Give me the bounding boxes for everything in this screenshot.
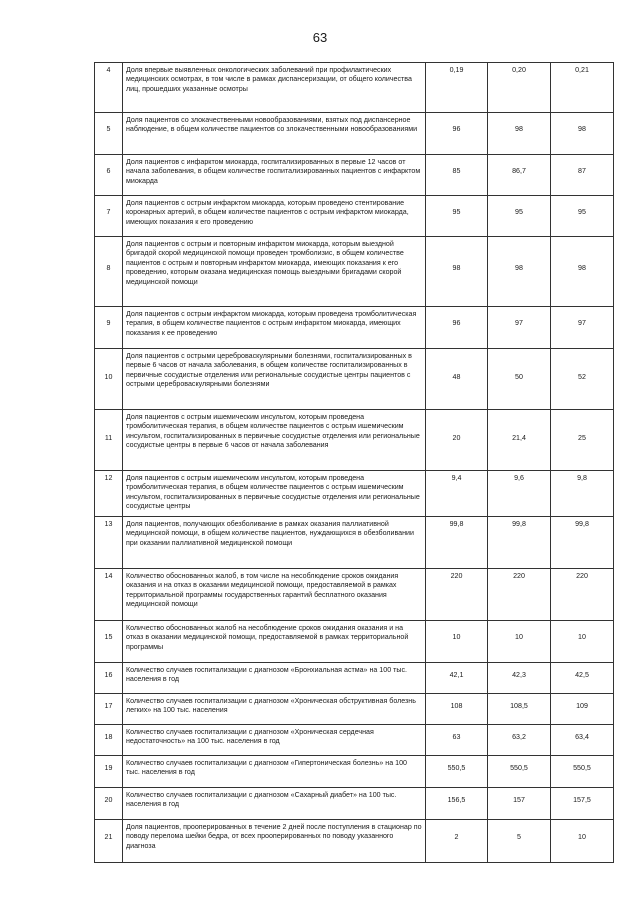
row-number: 19 [95, 756, 123, 788]
value-year-3: 98 [551, 237, 614, 307]
table-row [95, 820, 614, 863]
value-year-1: 10 [426, 621, 488, 663]
table-row [95, 237, 614, 307]
value-year-2: 99,8 [488, 517, 551, 569]
value-year-1: 42,1 [426, 663, 488, 694]
value-year-1: 20 [426, 410, 488, 471]
value-year-2: 9,6 [488, 471, 551, 517]
value-year-3: 109 [551, 694, 614, 725]
value-year-3: 97 [551, 307, 614, 349]
row-number: 14 [95, 569, 123, 621]
row-number: 10 [95, 349, 123, 410]
value-year-3: 98 [551, 113, 614, 155]
indicator-description: Количество обоснованных жалоб на несоблюдение сроков ожидания оказания и на отказ в оказании медицинской помощи, предоставляемой в рамках территориальной программы [123, 621, 426, 663]
value-year-3: 9,8 [551, 471, 614, 517]
table-row [95, 410, 614, 471]
value-year-2: 98 [488, 113, 551, 155]
value-year-3: 95 [551, 196, 614, 237]
value-year-1: 96 [426, 113, 488, 155]
value-year-2: 86,7 [488, 155, 551, 196]
table-row [95, 307, 614, 349]
table-row [95, 349, 614, 410]
value-year-1: 96 [426, 307, 488, 349]
value-year-1: 0,19 [426, 63, 488, 113]
value-year-3: 99,8 [551, 517, 614, 569]
value-year-3: 157,5 [551, 788, 614, 820]
indicator-description: Доля пациентов с острыми цереброваскулярными болезнями, госпитализированных в первые 6 часов от начала заболевания, в общем количестве госпитализированных в первичные сосудистые отделения или региональные сосудистые центры пациентов с острыми цереброваскулярными болезнями [123, 349, 426, 410]
value-year-1: 2 [426, 820, 488, 863]
row-number: 15 [95, 621, 123, 663]
value-year-2: 98 [488, 237, 551, 307]
indicator-description: Доля пациентов с острым и повторным инфарктом миокарда, которым выездной бригадой скорой медицинской помощи проведен тромболизис, в общем количестве пациентов с острым и повторным инфарктом миокарда, имеющих показания к его проведению, которым оказана медицинская помощь выездными бригадами скорой медицинской помощи [123, 237, 426, 307]
table-row [95, 569, 614, 621]
indicator-description: Количество случаев госпитализации с диагнозом «Хроническая обструктивная болезнь легких» на 100 тыс. населения [123, 694, 426, 725]
indicator-description: Количество случаев госпитализации с диагнозом «Гипертоническая болезнь» на 100 тыс. населения в год [123, 756, 426, 788]
value-year-2: 97 [488, 307, 551, 349]
indicator-description: Количество случаев госпитализации с диагнозом «Хроническая сердечная недостаточность» на 100 тыс. населения в год [123, 725, 426, 756]
row-number: 11 [95, 410, 123, 471]
table-row [95, 155, 614, 196]
value-year-3: 25 [551, 410, 614, 471]
indicator-description: Доля пациентов с острым ишемическим инсультом, которым проведена тромболитическая терапия, в общем количестве пациентов с острым ишемическим инсультом, госпитализированных в первичные сосудистые отделения или региональные сосудистые центры [123, 471, 426, 517]
value-year-1: 85 [426, 155, 488, 196]
value-year-3: 0,21 [551, 63, 614, 113]
value-year-3: 10 [551, 820, 614, 863]
table-row [95, 621, 614, 663]
value-year-1: 9,4 [426, 471, 488, 517]
table-row [95, 196, 614, 237]
value-year-2: 157 [488, 788, 551, 820]
indicator-description: Количество обоснованных жалоб, в том числе на несоблюдение сроков ожидания оказания и на отказ в оказании медицинской помощи, предоставляемой в рамках территориальной программы государственных гарантий бесплатного оказания медицинской помощи [123, 569, 426, 621]
value-year-1: 550,5 [426, 756, 488, 788]
value-year-2: 21,4 [488, 410, 551, 471]
indicator-description: Доля пациентов с острым инфарктом миокарда, которым проведено стентирование коронарных артерий, в общем количестве пациентов с острым инфарктом миокарда, имеющих показания к его проведению [123, 196, 426, 237]
value-year-3: 10 [551, 621, 614, 663]
row-number: 8 [95, 237, 123, 307]
table-row [95, 63, 614, 113]
value-year-3: 87 [551, 155, 614, 196]
value-year-2: 95 [488, 196, 551, 237]
value-year-1: 108 [426, 694, 488, 725]
value-year-2: 10 [488, 621, 551, 663]
indicator-description: Доля пациентов со злокачественными новообразованиями, взятых под диспансерное наблюдение, в общем количестве пациентов со злокачественными новообразованиями [123, 113, 426, 155]
value-year-2: 108,5 [488, 694, 551, 725]
row-number: 7 [95, 196, 123, 237]
table-row [95, 663, 614, 694]
table-row [95, 694, 614, 725]
value-year-1: 95 [426, 196, 488, 237]
indicator-description: Доля пациентов, получающих обезболивание в рамках оказания паллиативной медицинской помощи, в общем количестве пациентов, нуждающихся в обезболивании при оказании паллиативной медицинской помощи [123, 517, 426, 569]
value-year-2: 5 [488, 820, 551, 863]
indicator-description: Доля пациентов с инфарктом миокарда, госпитализированных в первые 12 часов от начала заболевания, в общем количестве госпитализированных пациентов с инфарктом миокарда [123, 155, 426, 196]
value-year-3: 63,4 [551, 725, 614, 756]
value-year-1: 63 [426, 725, 488, 756]
row-number: 20 [95, 788, 123, 820]
table-row [95, 113, 614, 155]
value-year-2: 0,20 [488, 63, 551, 113]
row-number: 12 [95, 471, 123, 517]
indicator-description: Доля пациентов с острым ишемическим инсультом, которым проведена тромболитическая терапия, в общем количестве пациентов с острым ишемическим инсультом, госпитализированных в первичные сосудистые отделения или региональные сосудистые центры в первые 6 часов от начала заболевания [123, 410, 426, 471]
indicator-description: Количество случаев госпитализации с диагнозом «Сахарный диабет» на 100 тыс. населения в год [123, 788, 426, 820]
indicator-description: Доля пациентов с острым инфарктом миокарда, которым проведена тромболитическая терапия, в общем количестве пациентов с острым инфарктом миокарда, имеющих показания к ее проведению [123, 307, 426, 349]
value-year-1: 220 [426, 569, 488, 621]
value-year-1: 156,5 [426, 788, 488, 820]
value-year-1: 99,8 [426, 517, 488, 569]
value-year-3: 42,5 [551, 663, 614, 694]
indicator-description: Доля впервые выявленных онкологических заболеваний при профилактических медицинских осмотрах, в том числе в рамках диспансеризации, от общего количества лиц, прошедших указанные осмотры [123, 63, 426, 113]
row-number: 6 [95, 155, 123, 196]
table-row [95, 517, 614, 569]
indicators-table [94, 62, 614, 863]
row-number: 16 [95, 663, 123, 694]
indicator-description: Доля пациентов, прооперированных в течение 2 дней после поступления в стационар по поводу перелома шейки бедра, от всех прооперированных по поводу указанного диагноза [123, 820, 426, 863]
value-year-1: 98 [426, 237, 488, 307]
page-number: 63 [312, 30, 328, 45]
row-number: 4 [95, 63, 123, 113]
row-number: 13 [95, 517, 123, 569]
row-number: 9 [95, 307, 123, 349]
value-year-2: 63,2 [488, 725, 551, 756]
value-year-2: 220 [488, 569, 551, 621]
table-row [95, 471, 614, 517]
value-year-2: 42,3 [488, 663, 551, 694]
row-number: 5 [95, 113, 123, 155]
table-row [95, 756, 614, 788]
value-year-3: 220 [551, 569, 614, 621]
value-year-1: 48 [426, 349, 488, 410]
value-year-3: 550,5 [551, 756, 614, 788]
value-year-3: 52 [551, 349, 614, 410]
indicator-description: Количество случаев госпитализации с диагнозом «Бронхиальная астма» на 100 тыс. населения в год [123, 663, 426, 694]
row-number: 18 [95, 725, 123, 756]
row-number: 21 [95, 820, 123, 863]
row-number: 17 [95, 694, 123, 725]
value-year-2: 50 [488, 349, 551, 410]
table-row [95, 788, 614, 820]
value-year-2: 550,5 [488, 756, 551, 788]
table-row [95, 725, 614, 756]
